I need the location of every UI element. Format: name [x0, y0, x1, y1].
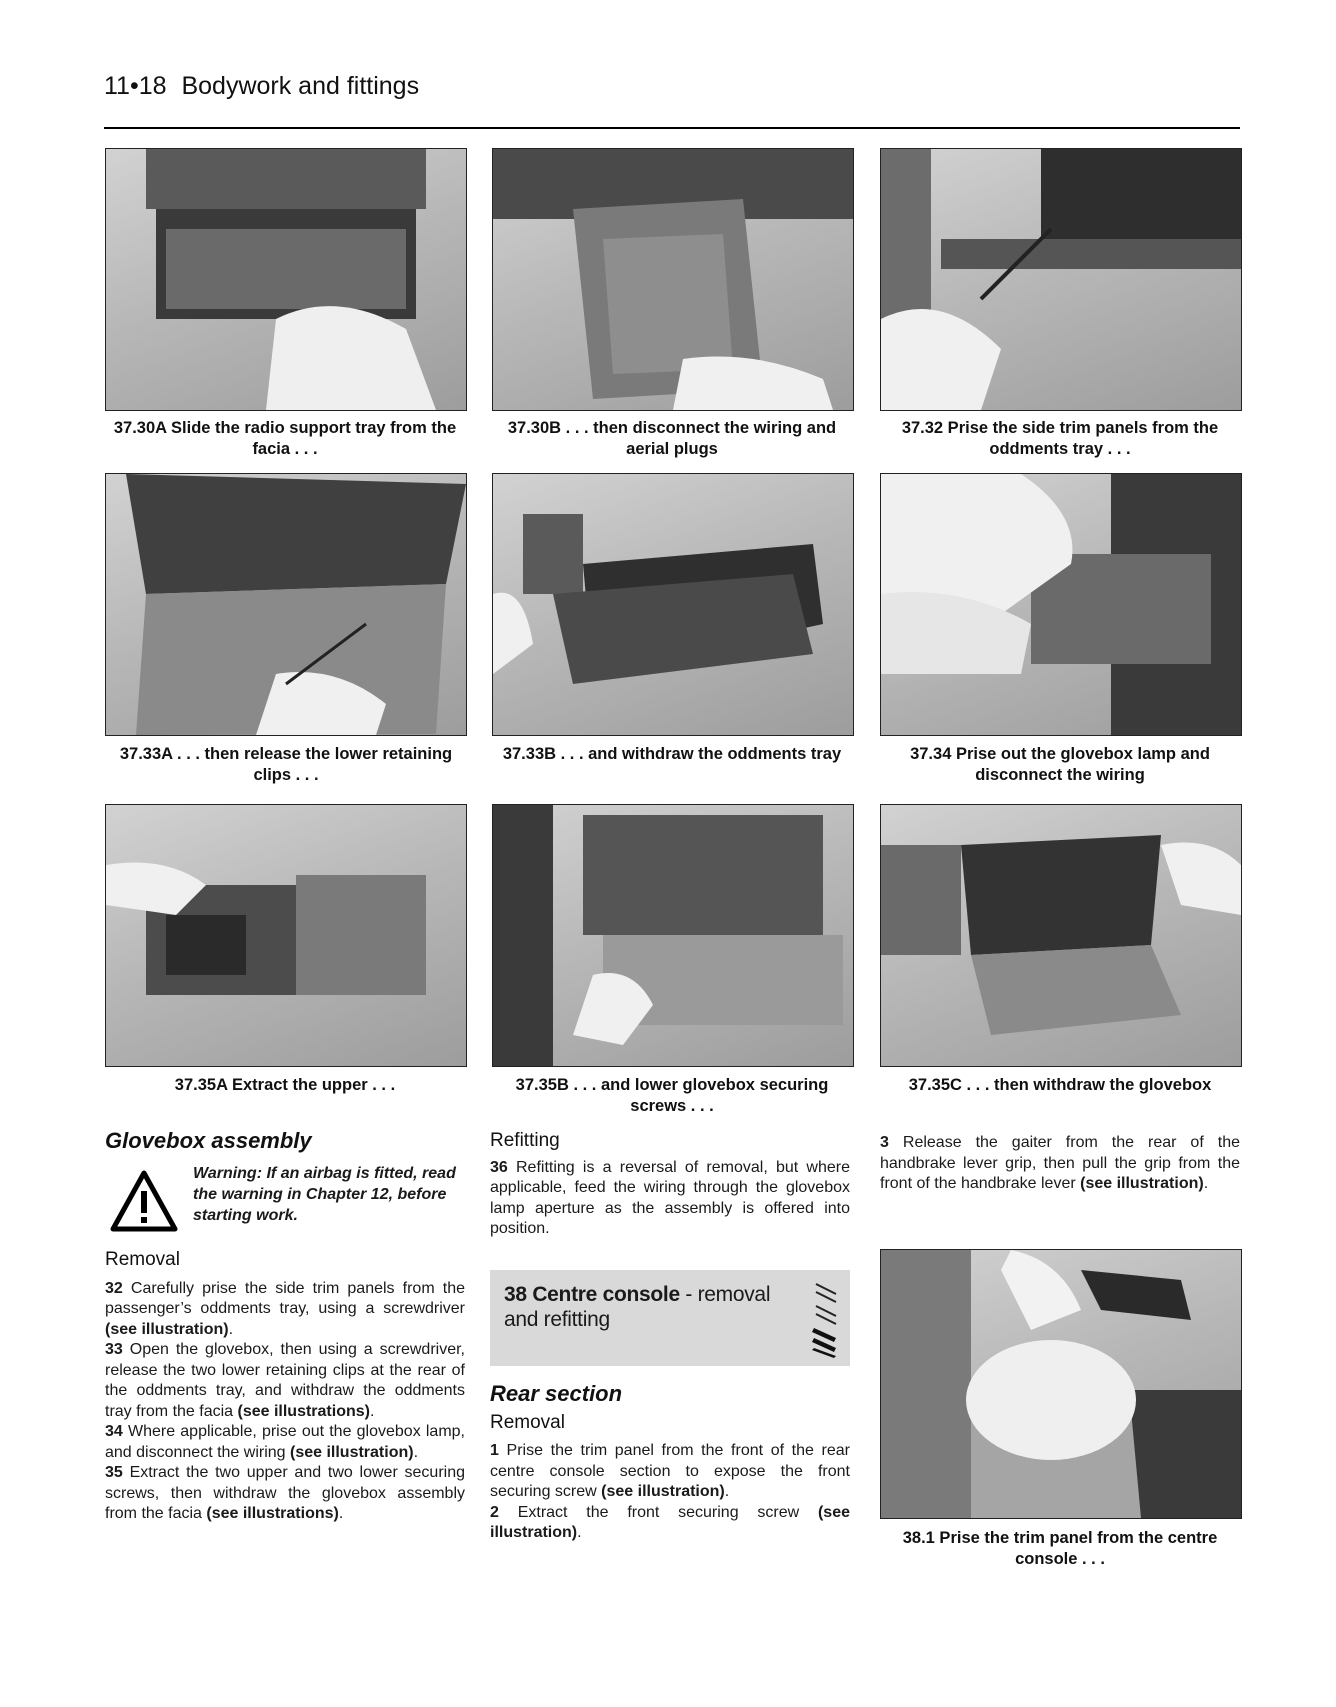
column-3: [880, 1133, 1240, 1195]
photo-37-30b: [492, 148, 854, 411]
column-2-rear: [490, 1381, 850, 1544]
section-38-box: [490, 1270, 850, 1366]
column-2: [490, 1131, 850, 1240]
subheading-removal: Removal: [105, 1249, 180, 1270]
paragraph-2: 2 Extract the front securing screw (see illustration).: [490, 1503, 850, 1541]
caption-37-33a: 37.33A . . . then release the lower retaining clips . . .: [119, 745, 453, 784]
paragraph-32: 32 Carefully prise the side trim panels from the passenger’s oddments tray, using a screwdriver (see illustration).: [105, 1279, 465, 1338]
paragraph-33: 33 Open the glovebox, then using a screwdriver, release the two lower retaining clips at the rear of the oddments tray, and withdraw the oddments tray from the facia (see illustrations).: [105, 1341, 466, 1420]
caption-37-33b: 37.33B . . . and withdraw the oddments tray: [502, 745, 842, 763]
airbag-warning: [105, 1163, 465, 1243]
caption-37-34: 37.34 Prise out the glovebox lamp and disconnect the wiring: [910, 745, 1210, 784]
page-number: 11•18: [104, 72, 167, 100]
caption-37-30a: 37.30A Slide the radio support tray from the facia . . .: [113, 419, 457, 458]
photo-37-30a: [105, 148, 467, 411]
caption-37-30b: 37.30B . . . then disconnect the wiring and aerial plugs: [507, 419, 837, 458]
page-header: [104, 72, 1240, 101]
section-38-title: 38 Centre console - removal and refitting: [504, 1283, 771, 1331]
header-rule: [104, 127, 1240, 129]
column-1: [105, 1128, 465, 1153]
difficulty-spanner-icon: [810, 1278, 842, 1358]
photo-37-34: [880, 473, 1242, 736]
warning-triangle-icon: [109, 1169, 179, 1233]
warning-text: Warning: If an airbag is fitted, read the warning in Chapter 12, before starting work.: [193, 1165, 456, 1224]
subheading-removal-2: Removal: [490, 1411, 565, 1433]
photo-37-35a: [105, 804, 467, 1067]
photo-37-33b: [492, 473, 854, 736]
photo-37-35b: [492, 804, 854, 1067]
photo-38-1: [880, 1249, 1242, 1519]
paragraph-34: 34 Where applicable, prise out the glovebox lamp, and disconnect the wiring (see illustration).: [105, 1423, 465, 1461]
photo-37-33a: [105, 473, 467, 736]
caption-38-1: 38.1 Prise the trim panel from the centre console . . .: [902, 1529, 1218, 1568]
photo-37-35c: [880, 804, 1242, 1067]
caption-37-32: 37.32 Prise the side trim panels from the oddments tray . . .: [901, 419, 1219, 458]
paragraph-1: 1 Prise the trim panel from the front of the rear centre console section to expose the front securing screw (see illustration).: [490, 1442, 850, 1500]
column-1-body: [105, 1250, 465, 1525]
heading-glovebox-assembly: Glovebox assembly: [105, 1128, 312, 1153]
page-title: Bodywork and fittings: [181, 72, 420, 100]
photo-37-32: [880, 148, 1242, 411]
paragraph-3: 3 Release the gaiter from the rear of the handbrake lever grip, then pull the grip from the front of the handbrake lever (see illustration).: [880, 1134, 1240, 1192]
caption-37-35b: 37.35B . . . and lower glovebox securing screws . . .: [515, 1076, 829, 1115]
caption-37-35a: 37.35A Extract the upper . . .: [174, 1076, 396, 1094]
heading-rear-section: Rear section: [490, 1381, 623, 1406]
caption-37-35c: 37.35C . . . then withdraw the glovebox: [908, 1076, 1212, 1094]
paragraph-35: 35 Extract the two upper and two lower securing screws, then withdraw the glovebox assembly from the facia (see illustrations).: [105, 1464, 465, 1522]
paragraph-36: 36 Refitting is a reversal of removal, but where applicable, feed the wiring through the glovebox lamp aperture as the assembly is offered into position.: [490, 1158, 850, 1237]
subheading-refitting: Refitting: [490, 1130, 560, 1151]
